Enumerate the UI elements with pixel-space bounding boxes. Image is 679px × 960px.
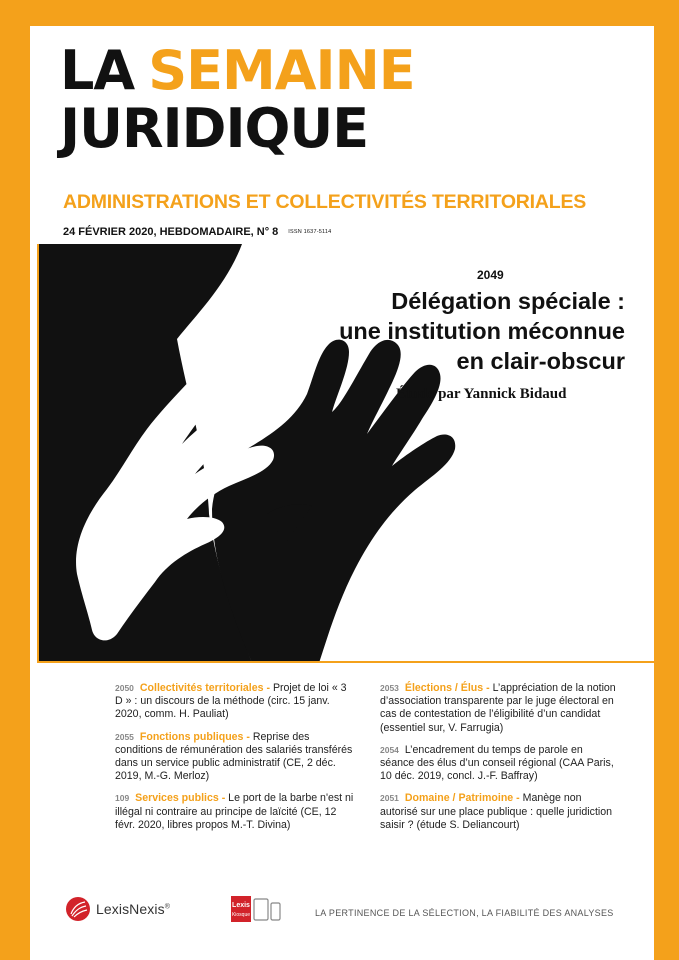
article-author: Étude par Yannick Bidaud: [396, 386, 567, 402]
issue-line: [63, 226, 331, 238]
toc-left-column: [115, 682, 355, 841]
toc-number: 2054: [380, 744, 399, 755]
toc-rubric: Fonctions publiques -: [139, 730, 250, 743]
toc-number: 2055: [115, 731, 134, 742]
title-la: LA: [60, 39, 135, 102]
issn: ISSN 1637-5114: [288, 229, 332, 236]
registered-mark: ®: [164, 903, 170, 911]
toc-text: Le port de la barbe n'est ni illégal ni contraire au principe de laïcité (CE, 12 févr. 2020, libres propos M.-T. Divina): [115, 792, 354, 831]
toc-text: Projet de loi « 3 D » : un discours de la méthode (circ. 15 janv. 2020, comm. H. Pauliat): [115, 682, 347, 721]
toc-rubric: Collectivités territoriales -: [139, 682, 270, 694]
toc-rubric: Domaine / Patrimoine -: [404, 792, 520, 805]
magazine-title-line1: [60, 39, 620, 102]
toc-text: L’encadrement du temps de parole en séance des élus d’un conseil régional (CAA Paris, 10 déc. 2019, concl. J.-F. Baffray): [380, 743, 614, 783]
lexisnexis-logo[interactable]: [65, 896, 170, 922]
publisher-name: [96, 901, 170, 917]
article-title-line-3: en clair-obscur: [456, 348, 625, 374]
masthead: [60, 39, 620, 160]
toc-number: 2050: [115, 683, 134, 693]
article-number: 2049: [477, 268, 504, 282]
title-semaine: SEMAINE: [148, 39, 415, 102]
kiosque-devices-icon: [231, 896, 283, 922]
toc-text: Reprise des conditions de rémunération des salariés transférés dans un service public administratif (CE, 2 déc. 2019, M.-G. Merloz): [115, 730, 353, 783]
edition-subtitle: ADMINISTRATIONS ET COLLECTIVITÉS TERRITORIALES: [63, 191, 587, 213]
article-title[interactable]: [339, 286, 625, 376]
publisher-name-text: LexisNexis: [96, 901, 165, 917]
tagline: LA PERTINENCE DE LA SÉLECTION, LA FIABILITÉ DES ANALYSES: [315, 908, 614, 918]
toc-item[interactable]: [380, 682, 616, 735]
toc-item[interactable]: [115, 731, 355, 784]
lexis-kiosque-logo[interactable]: [231, 896, 283, 927]
toc-number: 109: [115, 793, 130, 804]
lexisnexis-emblem-icon: [65, 896, 91, 922]
toc-item[interactable]: [380, 744, 616, 784]
toc-number: 2053: [380, 683, 399, 693]
toc-text: Manège non autorisé sur une place publique : quelle juridiction saisir ? (étude S. Deliancourt): [380, 792, 613, 831]
title-juridique: JURIDIQUE: [60, 97, 369, 160]
toc-item[interactable]: [115, 792, 355, 832]
kiosque-label-kiosque: Kiosque: [231, 912, 251, 918]
toc-item[interactable]: [380, 792, 616, 832]
toc-item[interactable]: [115, 682, 355, 722]
article-title-line-2: une institution méconnue: [339, 318, 625, 344]
toc-rubric: Services publics -: [135, 792, 226, 805]
kiosque-label-lexis: Lexis: [232, 902, 250, 909]
issue-date: 24 FÉVRIER 2020, HEBDOMADAIRE, N° 8: [63, 226, 279, 238]
toc-text: L’appréciation de la notion d’association transparente par le juge électoral en cas de contestation de l’éligibilité d’un candidat (essentiel sur, V. Farrugia): [380, 682, 616, 734]
toc-number: 2051: [380, 793, 399, 804]
article-title-line-1: Délégation spéciale :: [391, 288, 625, 314]
toc-right-column: [380, 682, 616, 841]
toc-rubric: Élections / Élus -: [404, 682, 490, 694]
